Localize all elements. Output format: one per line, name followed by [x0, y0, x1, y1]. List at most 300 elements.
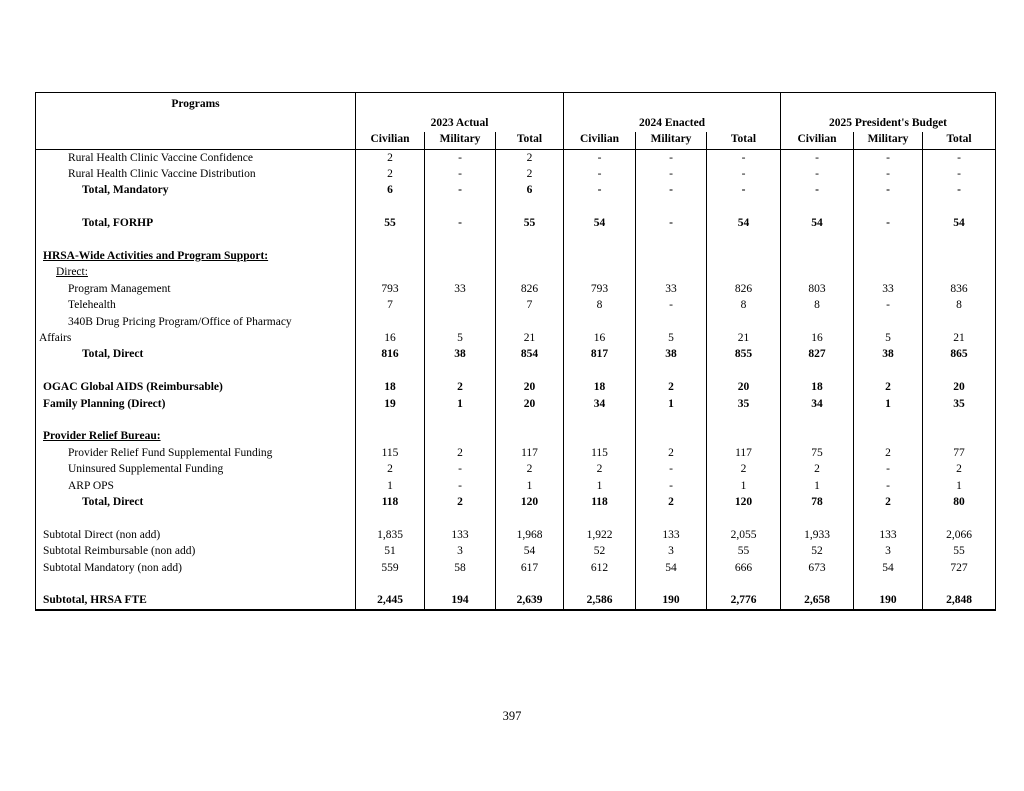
table-row	[36, 149, 996, 166]
cell-value	[636, 576, 707, 592]
table-row	[36, 215, 996, 231]
row-label: Subtotal Reimbursable (non add)	[36, 543, 356, 559]
cell-value: -	[636, 149, 707, 166]
row-label: Rural Health Clinic Vaccine Distribution	[36, 166, 356, 182]
cell-value	[707, 232, 781, 248]
cell-value: 1,835	[356, 527, 425, 543]
table-row	[36, 346, 996, 362]
cell-value	[425, 199, 496, 215]
cell-value: 16	[564, 330, 636, 346]
subheader-2025-military: Military	[854, 132, 923, 150]
cell-value: 35	[707, 396, 781, 412]
cell-value	[496, 510, 564, 526]
subheader-2024-civilian: Civilian	[564, 132, 636, 150]
cell-value: 190	[636, 592, 707, 609]
cell-value	[425, 232, 496, 248]
cell-value: 75	[781, 445, 854, 461]
cell-value: 16	[781, 330, 854, 346]
cell-value: 55	[496, 215, 564, 231]
cell-value: 80	[923, 494, 996, 510]
table-row	[36, 330, 996, 346]
cell-value	[854, 510, 923, 526]
cell-value: 117	[707, 445, 781, 461]
row-label: Total, Direct	[36, 494, 356, 510]
spacer-row	[36, 199, 996, 215]
cell-value: 7	[356, 297, 425, 313]
cell-value: 77	[923, 445, 996, 461]
cell-value: 826	[707, 281, 781, 297]
cell-value: 2,445	[356, 592, 425, 609]
cell-value	[781, 264, 854, 280]
cell-value: 836	[923, 281, 996, 297]
table-row	[36, 494, 996, 510]
cell-value	[854, 363, 923, 379]
cell-value	[854, 412, 923, 428]
cell-value: -	[707, 166, 781, 182]
table-row	[36, 478, 996, 494]
cell-value	[923, 428, 996, 444]
cell-value	[425, 264, 496, 280]
cell-value: -	[854, 215, 923, 231]
cell-value	[425, 510, 496, 526]
cell-value: 2,776	[707, 592, 781, 609]
table-row	[36, 182, 996, 198]
cell-value: 52	[781, 543, 854, 559]
cell-value: 803	[781, 281, 854, 297]
cell-value: 38	[425, 346, 496, 362]
cell-value: 2	[781, 461, 854, 477]
cell-value	[707, 264, 781, 280]
cell-value: 559	[356, 560, 425, 576]
cell-value: 54	[781, 215, 854, 231]
cell-value: 18	[781, 379, 854, 395]
cell-value: 1	[564, 478, 636, 494]
cell-value: 38	[636, 346, 707, 362]
subheader-2025-total: Total	[923, 132, 996, 150]
cell-value: 673	[781, 560, 854, 576]
cell-value: 617	[496, 560, 564, 576]
cell-value	[496, 363, 564, 379]
subheader-2025-civilian: Civilian	[781, 132, 854, 150]
cell-value	[564, 428, 636, 444]
cell-value: 2	[854, 379, 923, 395]
row-label: Uninsured Supplemental Funding	[36, 461, 356, 477]
cell-value: 120	[496, 494, 564, 510]
cell-value	[707, 510, 781, 526]
cell-value: 5	[854, 330, 923, 346]
cell-value: 1,968	[496, 527, 564, 543]
cell-value: 2	[636, 494, 707, 510]
row-label: 340B Drug Pricing Program/Office of Pharmacy	[36, 314, 356, 330]
cell-value: 2,848	[923, 592, 996, 609]
cell-value: 54	[854, 560, 923, 576]
cell-value: -	[425, 478, 496, 494]
cell-value: 816	[356, 346, 425, 362]
cell-value: -	[781, 182, 854, 198]
cell-value: 8	[923, 297, 996, 313]
cell-value	[356, 232, 425, 248]
cell-value	[707, 412, 781, 428]
cell-value	[854, 428, 923, 444]
row-label: Subtotal Mandatory (non add)	[36, 560, 356, 576]
group-header-2025-presidents-budget: 2025 President's Budget	[781, 93, 996, 132]
cell-value	[496, 428, 564, 444]
row-label	[36, 412, 356, 428]
cell-value	[636, 314, 707, 330]
cell-value: 1	[707, 478, 781, 494]
cell-value: 117	[496, 445, 564, 461]
cell-value	[854, 199, 923, 215]
cell-value: 1	[356, 478, 425, 494]
programs-column-header: Programs	[36, 93, 356, 150]
cell-value: -	[564, 166, 636, 182]
cell-value: 5	[636, 330, 707, 346]
table-row	[36, 379, 996, 395]
cell-value: 612	[564, 560, 636, 576]
cell-value: -	[636, 166, 707, 182]
cell-value: 54	[564, 215, 636, 231]
cell-value: 1	[781, 478, 854, 494]
cell-value: 19	[356, 396, 425, 412]
cell-value	[923, 264, 996, 280]
cell-value: 2,639	[496, 592, 564, 609]
row-label: Total, FORHP	[36, 215, 356, 231]
cell-value	[496, 576, 564, 592]
table-row	[36, 428, 996, 444]
cell-value: -	[564, 149, 636, 166]
cell-value	[854, 232, 923, 248]
cell-value: 33	[854, 281, 923, 297]
table-row	[36, 264, 996, 280]
cell-value: -	[854, 149, 923, 166]
table-row	[36, 461, 996, 477]
cell-value	[923, 232, 996, 248]
cell-value	[781, 576, 854, 592]
cell-value	[425, 363, 496, 379]
cell-value: 54	[707, 215, 781, 231]
subheader-2023-total: Total	[496, 132, 564, 150]
cell-value: 5	[425, 330, 496, 346]
cell-value: -	[425, 215, 496, 231]
table-row	[36, 314, 996, 330]
table-row	[36, 527, 996, 543]
cell-value: 865	[923, 346, 996, 362]
cell-value: 8	[707, 297, 781, 313]
table-row	[36, 281, 996, 297]
cell-value: 855	[707, 346, 781, 362]
row-label	[36, 232, 356, 248]
cell-value: 6	[496, 182, 564, 198]
cell-value	[496, 232, 564, 248]
cell-value: 133	[854, 527, 923, 543]
cell-value	[781, 248, 854, 264]
cell-value: -	[854, 182, 923, 198]
row-label: Affairs	[36, 330, 356, 346]
row-label: Total, Direct	[36, 346, 356, 362]
cell-value	[425, 412, 496, 428]
cell-value: 1	[425, 396, 496, 412]
fte-budget-table	[35, 92, 996, 611]
cell-value: 3	[854, 543, 923, 559]
cell-value: 1,933	[781, 527, 854, 543]
cell-value	[923, 363, 996, 379]
cell-value	[636, 232, 707, 248]
cell-value: 35	[923, 396, 996, 412]
cell-value: 2	[923, 461, 996, 477]
cell-value: 2	[425, 494, 496, 510]
cell-value: 1	[923, 478, 996, 494]
table-row	[36, 543, 996, 559]
cell-value: 21	[707, 330, 781, 346]
cell-value	[564, 314, 636, 330]
cell-value: -	[636, 461, 707, 477]
cell-value: 2	[356, 461, 425, 477]
row-label: Provider Relief Bureau:	[36, 428, 356, 444]
table-row	[36, 248, 996, 264]
cell-value: 2	[854, 445, 923, 461]
cell-value: 190	[854, 592, 923, 609]
cell-value: 2	[854, 494, 923, 510]
cell-value	[496, 314, 564, 330]
cell-value: 8	[781, 297, 854, 313]
table-row	[36, 592, 996, 609]
table-row	[36, 445, 996, 461]
cell-value	[636, 264, 707, 280]
cell-value	[356, 248, 425, 264]
table-row	[36, 166, 996, 182]
cell-value: -	[854, 478, 923, 494]
cell-value	[356, 199, 425, 215]
cell-value: 1	[854, 396, 923, 412]
cell-value: 793	[356, 281, 425, 297]
cell-value: -	[923, 166, 996, 182]
row-label: HRSA-Wide Activities and Program Support:	[36, 248, 356, 264]
cell-value	[781, 199, 854, 215]
cell-value: 55	[707, 543, 781, 559]
cell-value: 3	[425, 543, 496, 559]
cell-value: 2,055	[707, 527, 781, 543]
cell-value: 133	[425, 527, 496, 543]
cell-value: 54	[496, 543, 564, 559]
cell-value: 120	[707, 494, 781, 510]
cell-value: 20	[496, 379, 564, 395]
cell-value	[356, 264, 425, 280]
table-body	[36, 149, 996, 610]
cell-value: 21	[923, 330, 996, 346]
row-label	[36, 576, 356, 592]
cell-value	[425, 576, 496, 592]
row-label: Rural Health Clinic Vaccine Confidence	[36, 149, 356, 166]
cell-value: 133	[636, 527, 707, 543]
cell-value	[854, 248, 923, 264]
cell-value: -	[425, 149, 496, 166]
cell-value	[923, 576, 996, 592]
cell-value: 16	[356, 330, 425, 346]
cell-value	[923, 199, 996, 215]
cell-value	[707, 248, 781, 264]
cell-value	[781, 428, 854, 444]
cell-value	[496, 248, 564, 264]
cell-value: 793	[564, 281, 636, 297]
cell-value: -	[854, 297, 923, 313]
row-label: Family Planning (Direct)	[36, 396, 356, 412]
cell-value: 827	[781, 346, 854, 362]
cell-value: -	[781, 149, 854, 166]
subheader-2023-civilian: Civilian	[356, 132, 425, 150]
cell-value: 2	[356, 149, 425, 166]
cell-value	[564, 363, 636, 379]
row-label: Subtotal Direct (non add)	[36, 527, 356, 543]
cell-value: 2,658	[781, 592, 854, 609]
table-row	[36, 297, 996, 313]
cell-value: 2	[707, 461, 781, 477]
cell-value: 2,066	[923, 527, 996, 543]
cell-value: -	[425, 461, 496, 477]
group-header-2023-actual: 2023 Actual	[356, 93, 564, 132]
cell-value: 118	[356, 494, 425, 510]
cell-value	[854, 576, 923, 592]
cell-value: 2	[496, 461, 564, 477]
cell-value: 78	[781, 494, 854, 510]
cell-value	[496, 264, 564, 280]
cell-value	[356, 510, 425, 526]
cell-value	[356, 576, 425, 592]
cell-value: 666	[707, 560, 781, 576]
cell-value	[707, 199, 781, 215]
cell-value: -	[707, 182, 781, 198]
cell-value: 7	[496, 297, 564, 313]
table-row	[36, 560, 996, 576]
cell-value: 2	[496, 166, 564, 182]
cell-value	[854, 314, 923, 330]
cell-value: 52	[564, 543, 636, 559]
cell-value	[707, 314, 781, 330]
page-number: 397	[502, 709, 522, 723]
table-row	[36, 396, 996, 412]
cell-value: 2	[496, 149, 564, 166]
cell-value: -	[636, 182, 707, 198]
cell-value: 58	[425, 560, 496, 576]
cell-value	[356, 314, 425, 330]
cell-value	[564, 248, 636, 264]
cell-value: 727	[923, 560, 996, 576]
cell-value	[707, 428, 781, 444]
cell-value	[781, 232, 854, 248]
cell-value: 38	[854, 346, 923, 362]
cell-value: 20	[923, 379, 996, 395]
spacer-row	[36, 576, 996, 592]
cell-value	[564, 264, 636, 280]
cell-value: 115	[564, 445, 636, 461]
cell-value	[707, 363, 781, 379]
cell-value	[564, 412, 636, 428]
cell-value	[356, 363, 425, 379]
cell-value	[425, 314, 496, 330]
cell-value	[636, 363, 707, 379]
cell-value	[923, 314, 996, 330]
cell-value: 20	[496, 396, 564, 412]
cell-value: 55	[356, 215, 425, 231]
cell-value	[425, 297, 496, 313]
cell-value: 18	[356, 379, 425, 395]
cell-value: 817	[564, 346, 636, 362]
cell-value	[781, 363, 854, 379]
cell-value: 8	[564, 297, 636, 313]
cell-value: 2	[636, 445, 707, 461]
spacer-row	[36, 510, 996, 526]
cell-value: 854	[496, 346, 564, 362]
cell-value: 6	[356, 182, 425, 198]
cell-value: -	[781, 166, 854, 182]
table-header	[36, 93, 996, 150]
cell-value: 51	[356, 543, 425, 559]
cell-value	[425, 248, 496, 264]
cell-value	[564, 510, 636, 526]
subheader-2024-total: Total	[707, 132, 781, 150]
cell-value: 21	[496, 330, 564, 346]
cell-value: 118	[564, 494, 636, 510]
cell-value: -	[854, 166, 923, 182]
cell-value	[923, 510, 996, 526]
cell-value	[781, 412, 854, 428]
cell-value: 54	[923, 215, 996, 231]
cell-value: 1	[496, 478, 564, 494]
cell-value	[564, 232, 636, 248]
cell-value: 1	[636, 396, 707, 412]
group-header-2024-enacted: 2024 Enacted	[564, 93, 781, 132]
row-label: ARP OPS	[36, 478, 356, 494]
row-label: Subtotal, HRSA FTE	[36, 592, 356, 609]
cell-value: -	[636, 215, 707, 231]
row-label: Direct:	[36, 264, 356, 280]
cell-value	[781, 510, 854, 526]
cell-value: 2	[425, 379, 496, 395]
cell-value	[923, 248, 996, 264]
cell-value: 55	[923, 543, 996, 559]
cell-value: 34	[564, 396, 636, 412]
cell-value: 2,586	[564, 592, 636, 609]
row-label: Provider Relief Fund Supplemental Funding	[36, 445, 356, 461]
row-label: Program Management	[36, 281, 356, 297]
cell-value	[564, 199, 636, 215]
cell-value	[356, 428, 425, 444]
cell-value: -	[425, 166, 496, 182]
cell-value: 34	[781, 396, 854, 412]
spacer-row	[36, 232, 996, 248]
cell-value: 2	[425, 445, 496, 461]
cell-value	[496, 412, 564, 428]
cell-value: 54	[636, 560, 707, 576]
row-label	[36, 199, 356, 215]
cell-value	[636, 510, 707, 526]
cell-value: 20	[707, 379, 781, 395]
cell-value: 194	[425, 592, 496, 609]
cell-value: -	[425, 182, 496, 198]
cell-value	[854, 264, 923, 280]
cell-value: 2	[356, 166, 425, 182]
row-label	[36, 363, 356, 379]
cell-value	[636, 412, 707, 428]
cell-value: -	[923, 149, 996, 166]
cell-value	[781, 314, 854, 330]
cell-value: 2	[636, 379, 707, 395]
cell-value: -	[707, 149, 781, 166]
cell-value: 115	[356, 445, 425, 461]
cell-value	[425, 428, 496, 444]
cell-value: -	[854, 461, 923, 477]
cell-value: -	[923, 182, 996, 198]
spacer-row	[36, 412, 996, 428]
